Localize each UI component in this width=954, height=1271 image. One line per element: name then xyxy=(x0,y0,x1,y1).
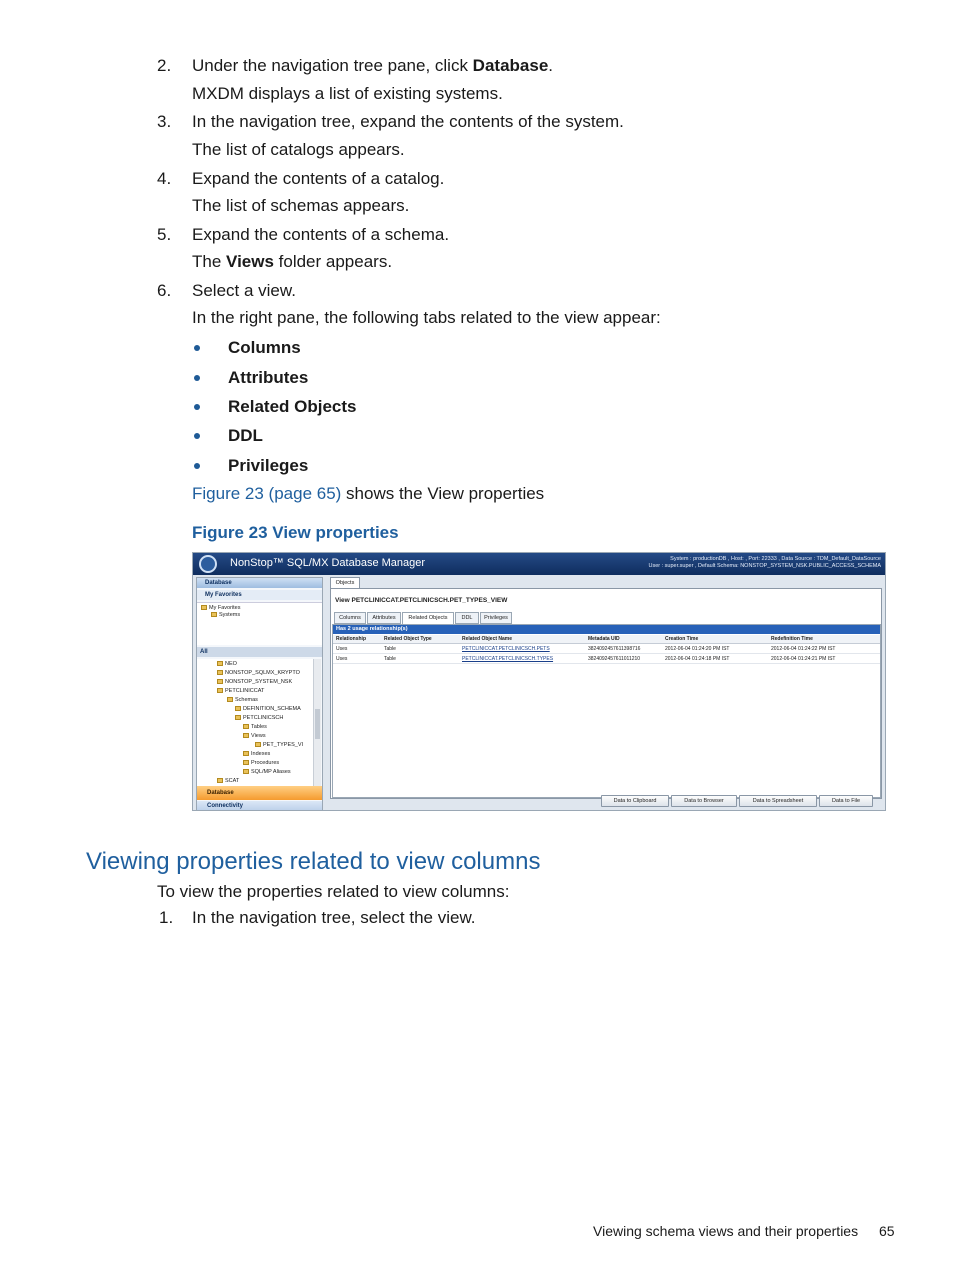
object-link[interactable]: PETCLINICCAT.PETCLINICSCH.PETS xyxy=(462,646,550,652)
column-header[interactable]: Relationship xyxy=(336,636,367,642)
bullet-privileges: Privileges xyxy=(228,456,309,475)
tree-item-label: PETCLINICCAT xyxy=(225,688,265,694)
tree-item-label: Schemas xyxy=(235,697,258,703)
section-heading: Viewing properties related to view columns xyxy=(86,848,541,875)
table-row[interactable] xyxy=(333,655,880,664)
column-header[interactable]: Redefinition Time xyxy=(771,636,813,642)
step-result xyxy=(192,252,392,272)
tree-item[interactable] xyxy=(235,715,283,722)
object-content xyxy=(330,588,882,799)
tree-item-label: My Favorites xyxy=(209,605,241,611)
system-info-line: User : super.super , Default Schema: NONSTOP_SYSTEM_NSK.PUBLIC_ACCESS_SCHEMA xyxy=(648,563,881,569)
figure-link[interactable]: Figure 23 (page 65) xyxy=(192,484,342,503)
cell: Uses xyxy=(336,656,348,662)
tree-item[interactable] xyxy=(243,760,279,767)
favorites-tree xyxy=(197,602,322,645)
step-text: In the navigation tree, expand the contents of the system. xyxy=(192,112,624,131)
bullet-dot xyxy=(194,404,200,410)
tree-item-label: NONSTOP_SQLMX_KRYPTO xyxy=(225,670,300,676)
step-result: The list of catalogs appears. xyxy=(192,140,405,159)
step-number: 2. xyxy=(157,56,172,75)
tree-item-label: PETCLINICSCH xyxy=(243,715,284,721)
step-text-post: . xyxy=(548,56,554,75)
step-text: Expand the contents of a schema. xyxy=(192,225,450,244)
folder-icon xyxy=(243,769,249,774)
tab-ddl[interactable]: DDL xyxy=(455,612,479,624)
nav-header-all[interactable]: All xyxy=(197,647,322,657)
scrollbar-thumb[interactable] xyxy=(315,709,320,739)
bullet-columns: Columns xyxy=(228,338,301,357)
result-pre: The xyxy=(192,252,227,271)
data-to-clipboard-button[interactable]: Data to Clipboard xyxy=(601,795,669,807)
tree-item-label: SQL/MP Aliases xyxy=(251,769,291,775)
step-result: The list of schemas appears. xyxy=(192,196,410,215)
tree-item-label: Systems xyxy=(219,612,241,618)
step-text: Expand the contents of a catalog. xyxy=(192,169,445,188)
tab-objects[interactable]: Objects xyxy=(330,577,360,588)
tree-item-label: SCAT xyxy=(225,778,240,784)
database-icon xyxy=(217,778,223,783)
step-text-bold: Database xyxy=(472,56,549,75)
tree-item-selected-view[interactable] xyxy=(255,742,303,749)
nav-bottom-connectivity[interactable]: Connectivity xyxy=(197,801,322,811)
tree-item-label: Tables xyxy=(251,724,267,730)
tab-privileges[interactable]: Privileges xyxy=(480,612,512,624)
tree-item-label: PET_TYPES_VI xyxy=(263,742,304,748)
right-pane xyxy=(329,577,883,811)
footer-title: Viewing schema views and their properties xyxy=(593,1223,859,1239)
grid-header xyxy=(333,635,880,644)
tab-columns[interactable]: Columns xyxy=(334,612,366,624)
folder-icon xyxy=(243,733,249,738)
view-properties-screenshot xyxy=(192,552,886,811)
page-number: 65 xyxy=(879,1223,895,1239)
tree-item-label: Indexes xyxy=(251,751,271,757)
tree-item[interactable] xyxy=(217,679,292,686)
column-header[interactable]: Related Object Type xyxy=(384,636,432,642)
tree-item[interactable] xyxy=(243,751,270,758)
step-number: 1. xyxy=(159,908,174,927)
step-text-pre: Under the navigation tree pane, click xyxy=(192,56,473,75)
tree-item[interactable] xyxy=(211,612,240,619)
bullet-dot xyxy=(194,375,200,381)
data-to-browser-button[interactable]: Data to Browser xyxy=(671,795,737,807)
result-post: folder appears. xyxy=(273,252,393,271)
database-icon xyxy=(217,679,223,684)
folder-icon xyxy=(243,760,249,765)
related-objects-panel xyxy=(332,624,881,798)
navigation-tree xyxy=(197,659,314,794)
section-intro: To view the properties related to view columns: xyxy=(157,882,510,901)
database-icon xyxy=(217,670,223,675)
bullet-related-objects: Related Objects xyxy=(228,397,357,416)
navigation-pane xyxy=(196,577,323,811)
tree-item[interactable] xyxy=(201,605,240,612)
cell: 2012-06-04 01:24:20 PM IST xyxy=(665,646,730,652)
cell: 2012-06-04 01:24:22 PM IST xyxy=(771,646,836,652)
tree-item-label: Procedures xyxy=(251,760,280,766)
tree-item[interactable] xyxy=(217,661,237,668)
database-icon xyxy=(217,688,223,693)
app-logo-icon xyxy=(199,555,217,573)
step-text xyxy=(192,56,553,76)
tree-scrollbar[interactable] xyxy=(313,659,321,794)
app-titlebar xyxy=(193,553,885,575)
tree-item[interactable] xyxy=(217,670,300,677)
folder-icon xyxy=(211,612,217,617)
tree-item[interactable] xyxy=(217,778,239,785)
step-number: 6. xyxy=(157,281,172,300)
tree-item[interactable] xyxy=(243,733,266,740)
system-info-line: System : productionDB , Host: , Port: 22333 , Data Source : TDM_Default_DataSource xyxy=(670,556,881,562)
bullet-dot xyxy=(194,433,200,439)
cell: Table xyxy=(384,656,396,662)
cell: 3824092457611011210 xyxy=(588,656,641,662)
view-icon xyxy=(255,742,261,747)
column-header[interactable]: Related Object Name xyxy=(462,636,513,642)
tree-item[interactable] xyxy=(243,769,291,776)
folder-icon xyxy=(243,724,249,729)
app-title: NonStop™ SQL/MX Database Manager xyxy=(230,557,426,569)
system-info xyxy=(648,556,881,570)
schema-icon xyxy=(235,706,241,711)
cell: 2012-06-04 01:24:18 PM IST xyxy=(665,656,730,662)
nav-bottom-database[interactable]: Database xyxy=(197,786,322,800)
nav-header-favorites[interactable]: My Favorites xyxy=(197,590,322,600)
bullet-dot xyxy=(194,345,200,351)
table-row[interactable] xyxy=(333,645,880,654)
object-link[interactable]: PETCLINICCAT.PETCLINICSCH.TYPES xyxy=(462,656,554,662)
usage-bar: Has 2 usage relationship(s) xyxy=(333,625,880,634)
section-step-text: In the navigation tree, select the view. xyxy=(192,908,476,927)
step-text: Select a view. xyxy=(192,281,296,300)
bullet-attributes: Attributes xyxy=(228,368,309,387)
schema-icon xyxy=(235,715,241,720)
folder-icon xyxy=(201,605,207,610)
result-bold: Views xyxy=(226,252,274,271)
cell: 2012-06-04 01:24:21 PM IST xyxy=(771,656,836,662)
step-number: 3. xyxy=(157,112,172,131)
figure-caption: Figure 23 View properties xyxy=(192,523,399,542)
step-number: 5. xyxy=(157,225,172,244)
step-result: In the right pane, the following tabs related to the view appear: xyxy=(192,308,661,327)
tree-item-label: NONSTOP_SYSTEM_NSK xyxy=(225,679,293,685)
tree-item-label: Views xyxy=(251,733,266,739)
tree-item[interactable] xyxy=(217,688,264,695)
cell: Table xyxy=(384,646,396,652)
nav-header-database: Database xyxy=(197,578,322,588)
tree-item[interactable] xyxy=(243,724,267,731)
column-header[interactable]: Creation Time xyxy=(665,636,699,642)
data-to-file-button[interactable]: Data to File xyxy=(819,795,873,807)
tab-related-objects[interactable]: Related Objects xyxy=(402,612,454,625)
tab-attributes[interactable]: Attributes xyxy=(367,612,401,624)
cell: Uses xyxy=(336,646,348,652)
bullet-ddl: DDL xyxy=(228,426,263,445)
step-number: 4. xyxy=(157,169,172,188)
folder-icon xyxy=(243,751,249,756)
data-to-spreadsheet-button[interactable]: Data to Spreadsheet xyxy=(739,795,817,807)
tree-item[interactable] xyxy=(227,697,258,704)
step-result: MXDM displays a list of existing systems. xyxy=(192,84,503,103)
figure-reference xyxy=(192,484,544,504)
database-icon xyxy=(217,661,223,666)
folder-icon xyxy=(227,697,233,702)
figure-reference-text: shows the View properties xyxy=(341,484,545,503)
tree-item-label: NEO xyxy=(225,661,237,667)
column-header[interactable]: Metadata UID xyxy=(588,636,620,642)
tree-item[interactable] xyxy=(235,706,301,713)
view-title: View PETCLINICCAT.PETCLINICSCH.PET_TYPES_VIEW xyxy=(335,597,508,604)
tree-item-label: DEFINITION_SCHEMA xyxy=(243,706,301,712)
cell: 3824092457611398716 xyxy=(588,646,641,652)
bullet-dot xyxy=(194,463,200,469)
